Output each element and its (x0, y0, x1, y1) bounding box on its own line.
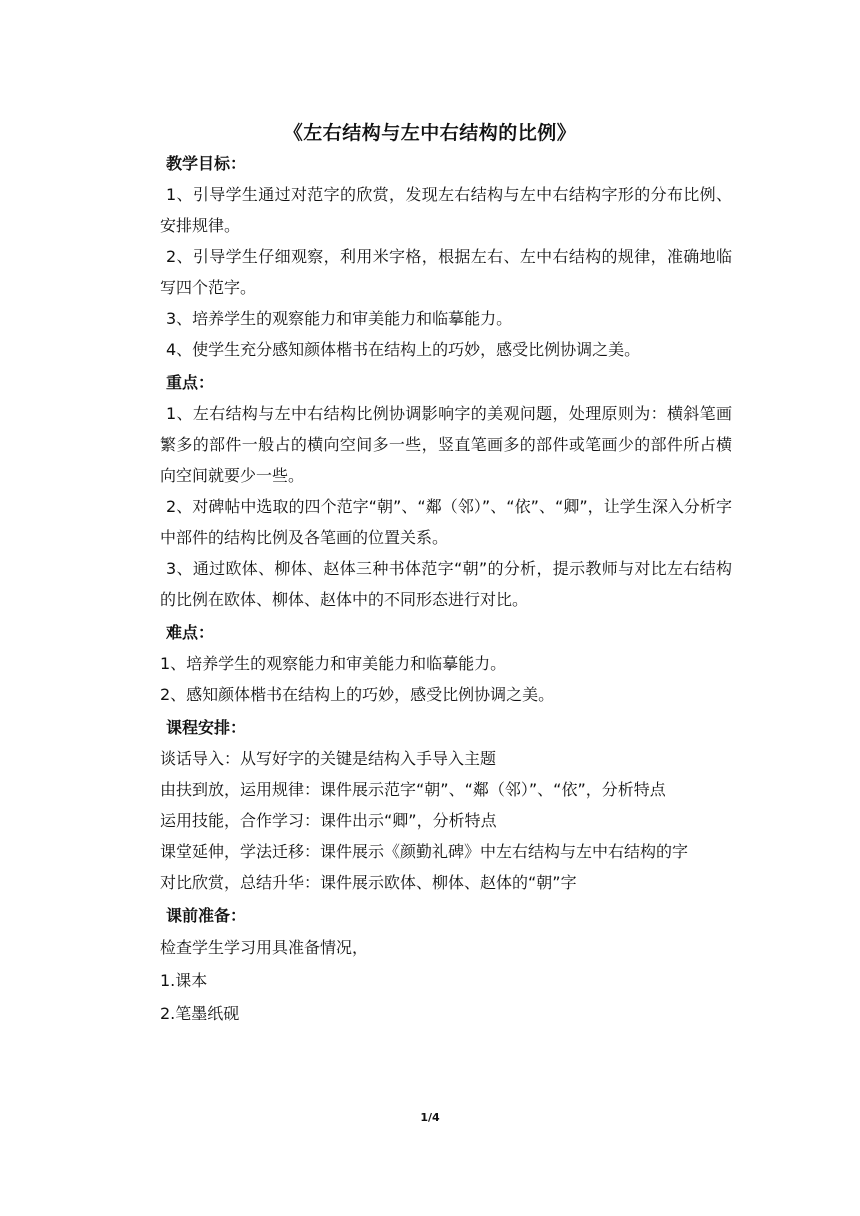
objectives-heading: 教学目标： (166, 154, 247, 173)
schedule-item: 课堂延伸，学法迁移：课件展示《颜勤礼碑》中左右结构与左中右结构的字 (160, 842, 689, 861)
difficulty-item: 2、感知颜体楷书在结构上的巧妙，感受比例协调之美。 (160, 685, 555, 704)
preparation-item: 1.课本 (160, 971, 208, 990)
schedule-item: 谈话导入：从写好字的关键是结构入手导入主题 (160, 749, 497, 768)
schedule-item: 运用技能，合作学习：课件出示“卿”，分析特点 (160, 811, 497, 830)
page-number: 1/4 (420, 1111, 440, 1124)
objective-item: 2、引导学生仔细观察，利用米字格，根据左右、左中右结构的规律，准确地临写四个范字。 (160, 247, 732, 297)
schedule-item: 对比欣赏，总结升华：课件展示欧体、柳体、赵体的“朝”字 (160, 873, 577, 892)
preparation-heading: 课前准备： (166, 906, 247, 925)
difficulties-heading: 难点： (166, 623, 215, 642)
preparation-item: 2.笔墨纸砚 (160, 1004, 240, 1023)
key-point-item: 2、对碑帖中选取的四个范字“朝”、“鄰（邻）”、“依”、“卿”，让学生深入分析字中部件的结构比例及各笔画的位置关系。 (160, 497, 732, 547)
document-body (160, 148, 732, 1030)
key-points-heading: 重点： (166, 373, 215, 392)
preparation-item: 检查学生学习用具准备情况， (160, 938, 369, 957)
objective-item: 4、使学生充分感知颜体楷书在结构上的巧妙，感受比例协调之美。 (166, 340, 641, 359)
objective-item: 3、培养学生的观察能力和审美能力和临摹能力。 (166, 309, 513, 328)
schedule-heading: 课程安排： (166, 718, 247, 737)
key-point-item: 1、左右结构与左中右结构比例协调影响字的美观问题，处理原则为：横斜笔画繁多的部件一般占的横向空间多一些，竖直笔画多的部件或笔画少的部件所占横向空间就要少一些。 (160, 404, 732, 485)
document-title: 《左右结构与左中右结构的比例》 (283, 122, 577, 144)
key-point-item: 3、通过欧体、柳体、赵体三种书体范字“朝”的分析，提示教师与对比左右结构的比例在欧体、柳体、赵体中的不同形态进行对比。 (160, 559, 732, 609)
objective-item: 1、引导学生通过对范字的欣赏，发现左右结构与左中右结构字形的分布比例、安排规律。 (160, 185, 732, 235)
difficulty-item: 1、培养学生的观察能力和审美能力和临摹能力。 (160, 654, 507, 673)
schedule-item: 由扶到放，运用规律：课件展示范字“朝”、“鄰（邻）”、“依”，分析特点 (160, 780, 666, 799)
